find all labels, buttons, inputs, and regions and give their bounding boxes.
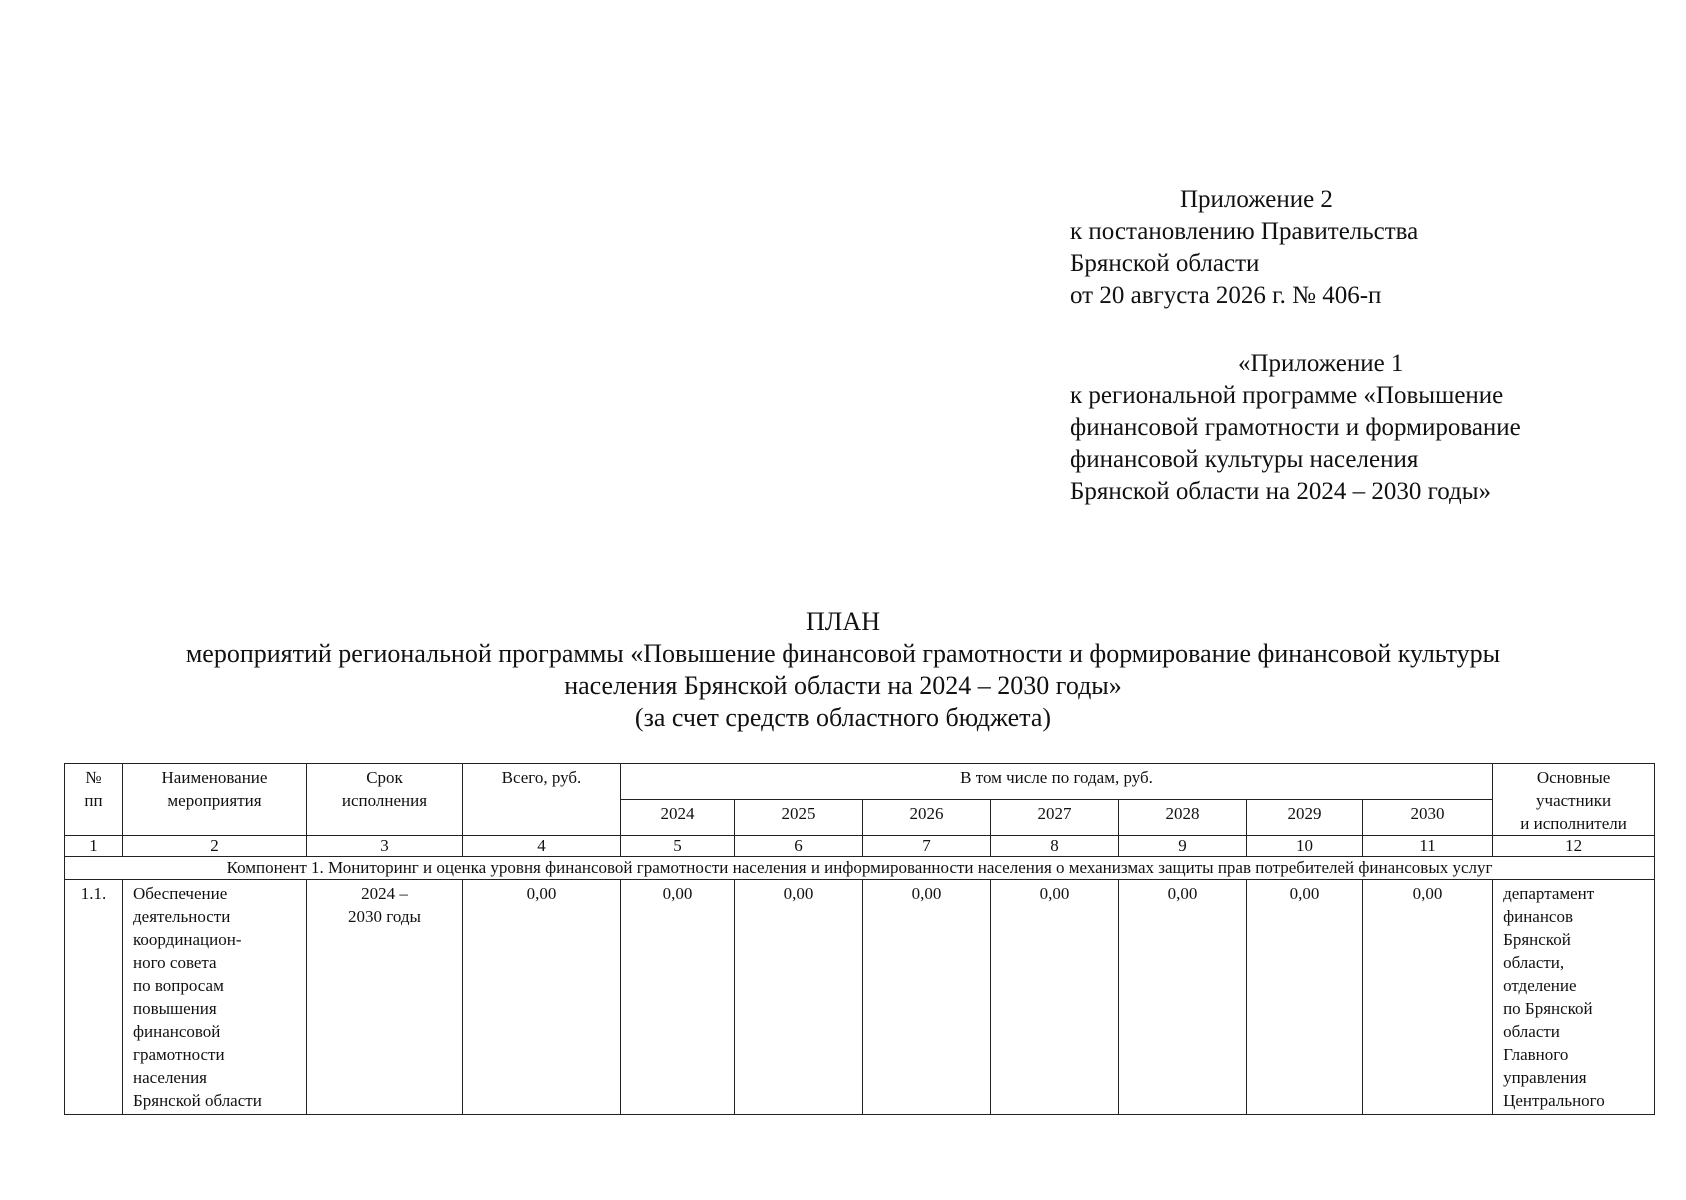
appendix-1-line: Брянской области на 2024 – 2030 годы» xyxy=(1070,478,1492,505)
table-header-row xyxy=(65,764,1655,800)
header-term: Срок исполнения xyxy=(307,764,463,836)
appendix-1-line: финансовой грамотности и формирование xyxy=(1070,414,1521,441)
row-term: 2024 – 2030 годы xyxy=(307,880,463,1115)
plan-subtitle-line: мероприятий региональной программы «Повышение финансовой грамотности и формирование финансовой культуры xyxy=(185,639,1501,668)
row-name: Обеспечение деятельности координацион- ного совета по вопросам повышения финансовой грамотности населения Брянской области xyxy=(123,880,307,1115)
appendix-1-line: финансовой культуры населения xyxy=(1070,446,1419,473)
header-year: 2026 xyxy=(863,800,991,836)
plan-title: ПЛАН xyxy=(806,607,880,636)
header-year: 2027 xyxy=(991,800,1119,836)
column-number: 5 xyxy=(621,836,735,857)
column-number: 8 xyxy=(991,836,1119,857)
plan-subtitle-line: (за счет средств областного бюджета) xyxy=(634,703,1052,732)
appendix-1-block xyxy=(1070,348,1521,508)
header-year: 2030 xyxy=(1363,800,1493,836)
column-number: 9 xyxy=(1119,836,1247,857)
row-year-value: 0,00 xyxy=(1119,880,1247,1115)
column-numbers-row xyxy=(65,836,1655,857)
plan-title-block xyxy=(0,606,1686,734)
header-num: № пп xyxy=(65,764,123,836)
row-year-value: 0,00 xyxy=(735,880,863,1115)
header-year: 2028 xyxy=(1119,800,1247,836)
row-participants: департамент финансов Брянской области, отделение по Брянской области Главного управления Центрального xyxy=(1493,880,1655,1115)
row-total: 0,00 xyxy=(463,880,621,1115)
row-year-value: 0,00 xyxy=(1247,880,1363,1115)
column-number: 6 xyxy=(735,836,863,857)
plan-subtitle-line: населения Брянской области на 2024 – 2030 годы» xyxy=(564,671,1122,700)
row-num: 1.1. xyxy=(65,880,123,1115)
column-number: 12 xyxy=(1493,836,1655,857)
table-row xyxy=(65,880,1655,1115)
appendix-2-line: Брянской области xyxy=(1070,250,1260,277)
header-year: 2024 xyxy=(621,800,735,836)
column-number: 3 xyxy=(307,836,463,857)
appendix-2-title: Приложение 2 xyxy=(1180,186,1333,213)
appendix-2-block xyxy=(1070,184,1418,312)
header-by-years: В том числе по годам, руб. xyxy=(621,764,1493,800)
component-row xyxy=(65,857,1655,880)
column-number: 10 xyxy=(1247,836,1363,857)
appendix-2-date: от 20 августа 2026 г. № 406-п xyxy=(1070,282,1382,309)
row-year-value: 0,00 xyxy=(621,880,735,1115)
column-number: 4 xyxy=(463,836,621,857)
column-number: 2 xyxy=(123,836,307,857)
header-total: Всего, руб. xyxy=(463,764,621,836)
header-year: 2029 xyxy=(1247,800,1363,836)
column-number: 1 xyxy=(65,836,123,857)
row-year-value: 0,00 xyxy=(1363,880,1493,1115)
row-year-value: 0,00 xyxy=(863,880,991,1115)
component-title: Компонент 1. Мониторинг и оценка уровня финансовой грамотности населения и информированности населения о механизмах защиты прав потребителей финансовых услуг xyxy=(65,857,1655,880)
column-number: 11 xyxy=(1363,836,1493,857)
row-year-value: 0,00 xyxy=(991,880,1119,1115)
column-number: 7 xyxy=(863,836,991,857)
header-year: 2025 xyxy=(735,800,863,836)
header-name: Наименование мероприятия xyxy=(123,764,307,836)
plan-table xyxy=(64,763,1655,1115)
appendix-2-line: к постановлению Правительства xyxy=(1070,218,1419,245)
appendix-1-title: «Приложение 1 xyxy=(1238,350,1404,377)
header-participants: Основные участники и исполнители xyxy=(1493,764,1655,836)
appendix-1-line: к региональной программе «Повышение xyxy=(1070,382,1504,409)
